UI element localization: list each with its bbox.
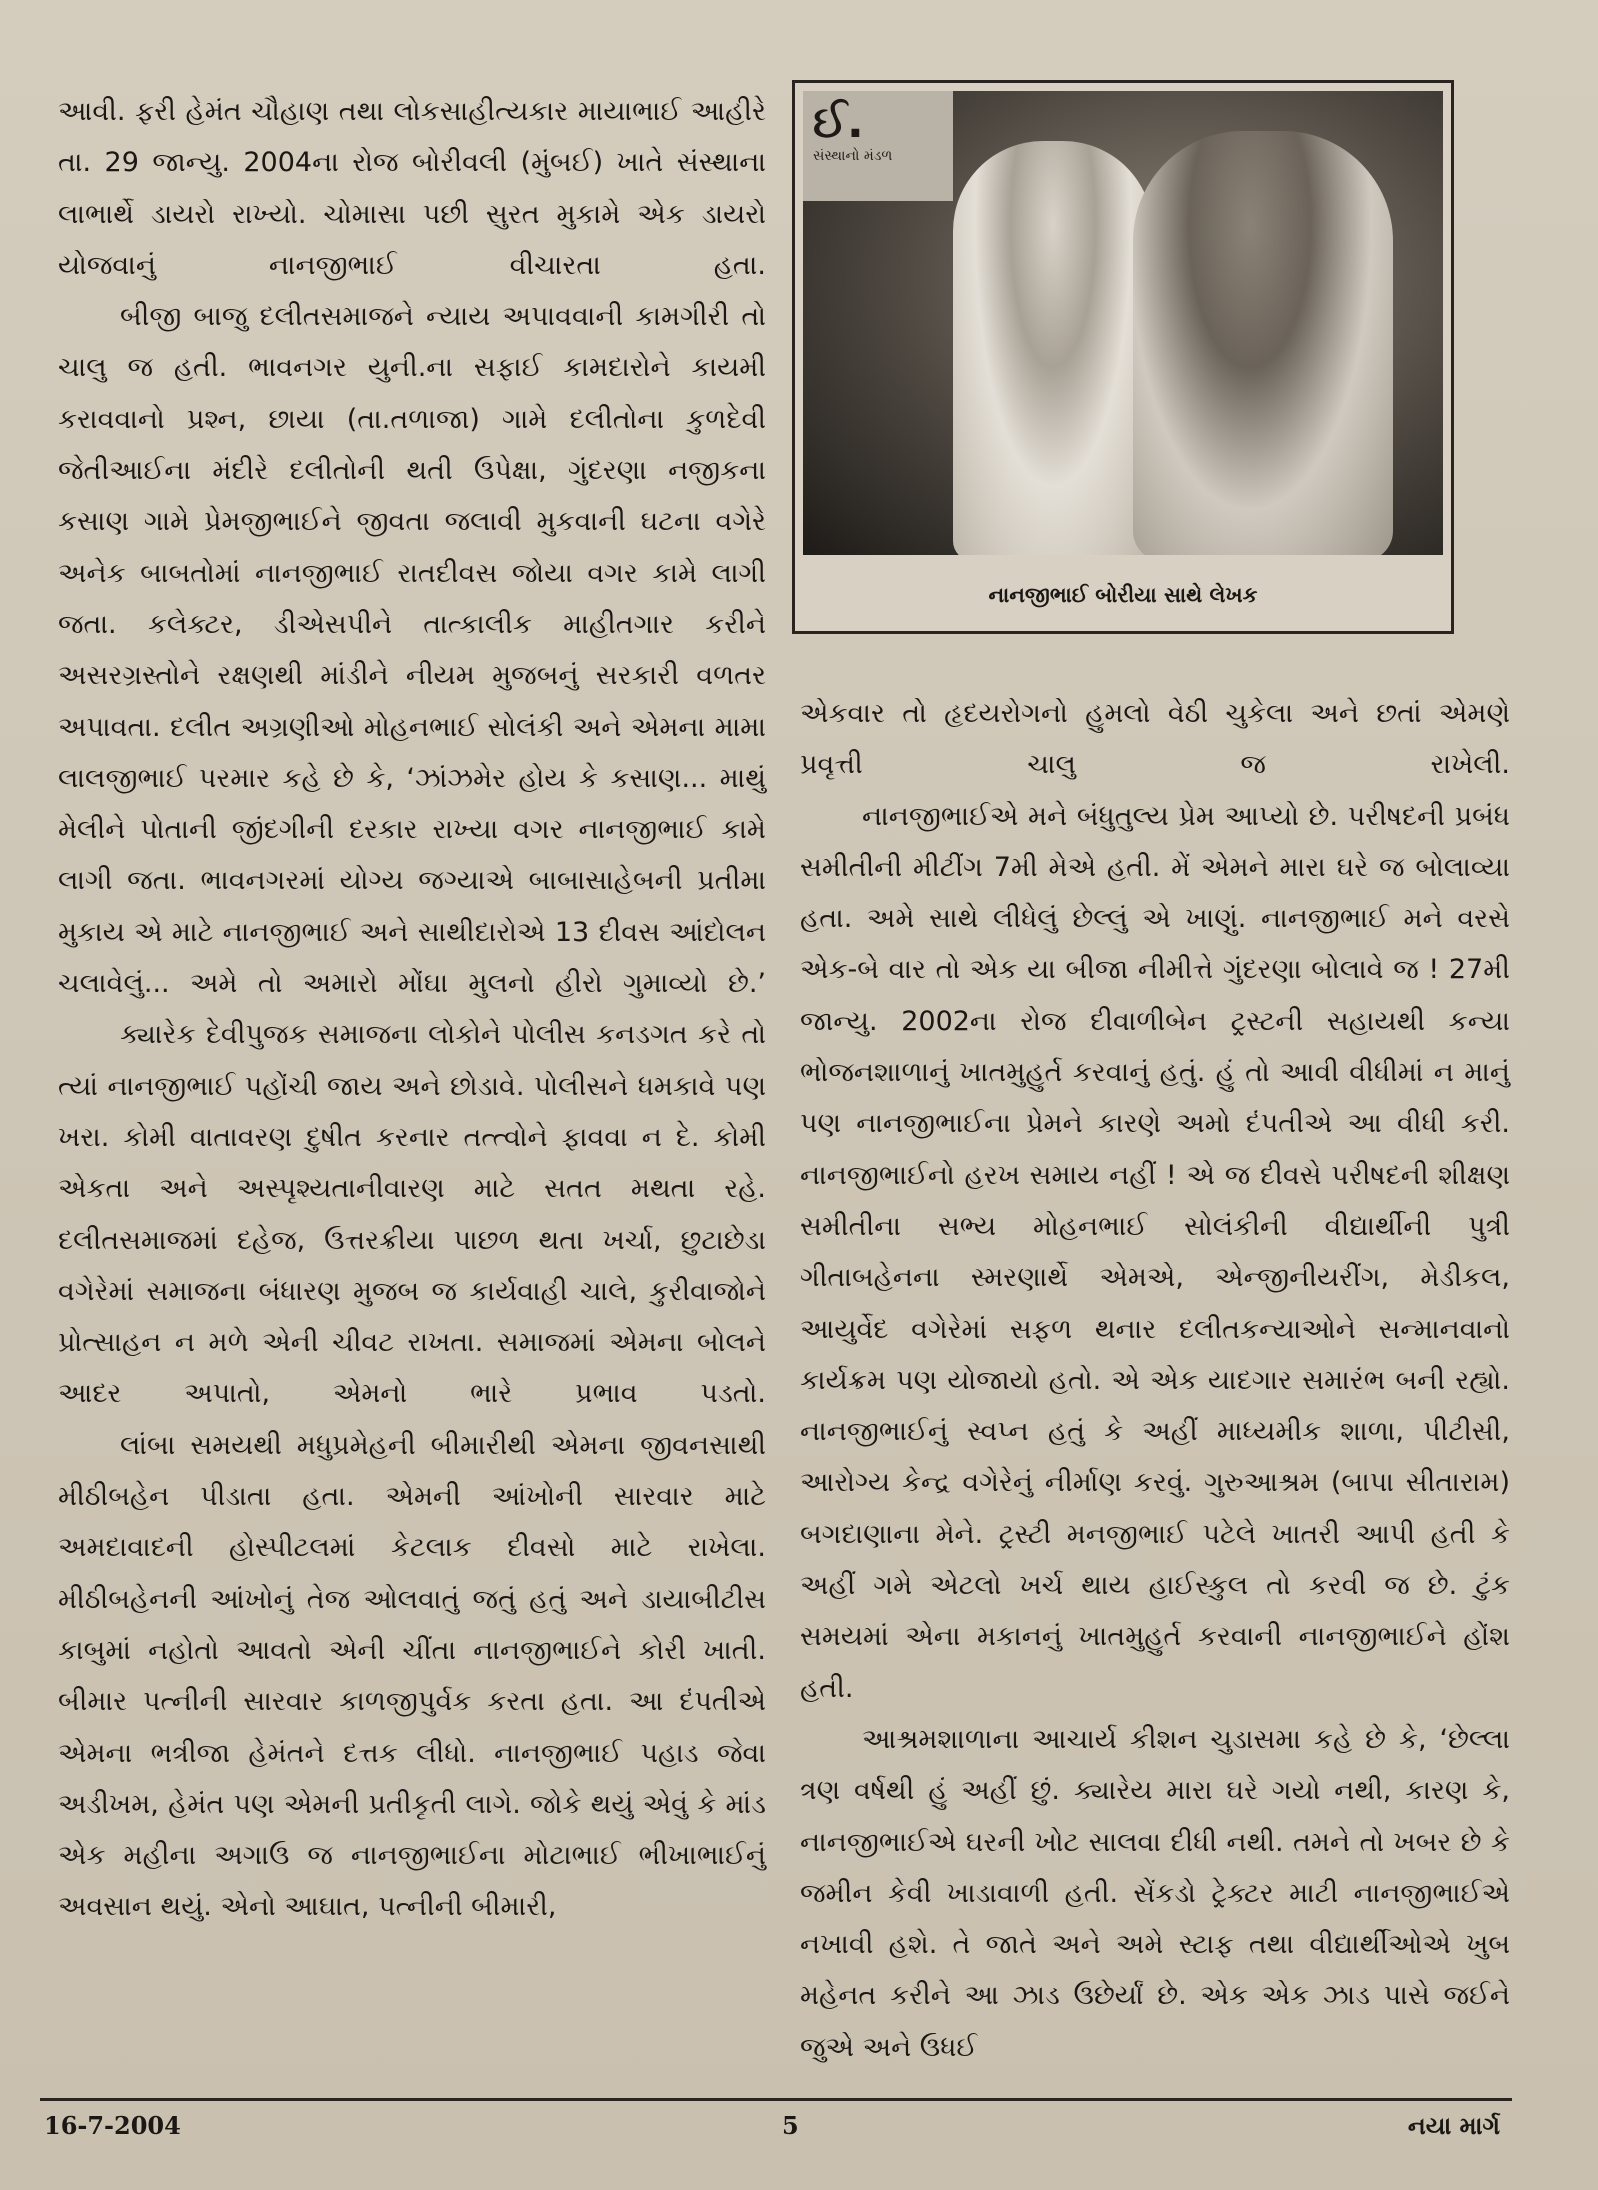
person-left (953, 141, 1153, 555)
sign-text: ઈ. (813, 97, 864, 148)
paragraph: બીજી બાજુ દલીતસમાજને ન્યાય અપાવવાની કામગીરી તો ચાલુ જ હતી. ભાવનગર યુની.ના સફાઈ કામદારોને કાયમી કરાવવાનો પ્રશ્ન, છાયા (તા.તળાજા) ગામે દલીતોના કુળદેવી જેતીઆઈના મંદીરે દલીતોની થતી ઉપેક્ષા, ગુંદરણા નજીકના કસાણ ગામે પ્રેમજીભાઈને જીવતા જલાવી મુકવાની ઘટના વગેરે અનેક બાબતોમાં નાનજીભાઈ રાતદીવસ જોયા વગર કામે લાગી જતા. કલેક્ટર, ડીએસપીને તાત્કાલીક માહીતગાર કરીને અસરગ્રસ્તોને રક્ષણથી માંડીને નીયમ મુજબનું સરકારી વળતર અપાવતા. દલીત અગ્રણીઓ મોહનભાઈ સોલંકી અને એમના મામા લાલજીભાઈ પરમાર કહે છે કે, ‘ઝાંઝમેર હોય કે કસાણ... માથું મેલીને પોતાની જીંદગીની દરકાર રાખ્યા વગર નાનજીભાઈ કામે લાગી જતા. ભાવનગરમાં યોગ્ય જગ્યાએ બાબાસાહેબની પ્રતીમા મુકાય એ માટે નાનજીભાઈ અને સાથીદારોએ 13 દીવસ આંદોલન ચલાવેલું... અમે તો અમારો મોંઘા મુલનો હીરો ગુમાવ્યો છે.’ (58, 301, 766, 1000)
paragraph: લાંબા સમયથી મધુપ્રમેહની બીમારીથી એમના જીવનસાથી મીઠીબહેન પીડાતા હતા. એમની આંખોની સારવાર માટે અમદાવાદની હોસ્પીટલમાં કેટલાક દીવસો માટે રાખેલા. મીઠીબહેનની આંખોનું તેજ ઓલવાતું જતું હતું અને ડાયાબીટીસ કાબુમાં નહોતો આવતો એની ચીંતા નાનજીભાઈને કોરી ખાતી. બીમાર પત્નીની સારવાર કાળજીપુર્વક કરતા હતા. આ દંપતીએ એમના ભત્રીજા હેમંતને દત્તક લીધો. નાનજીભાઈ પહાડ જેવા અડીખમ, હેમંત પણ એમની પ્રતીકૃતી લાગે. જોકે થયું એવું કે માંડ એક મહીના અગાઉ જ નાનજીભાઈના મોટાભાઈ ભીખાભાઈનું અવસાન થયું. એનો આઘાત, પત્નીની બીમારી, (58, 1429, 766, 1923)
sign-subtext: સંસ્થાનો મંડળ (813, 148, 893, 164)
photo-caption: નાનજીભાઈ બોરીયા સાથે લેખક (988, 583, 1258, 607)
paragraph: ક્યારેક દેવીપુજક સમાજના લોકોને પોલીસ કનડગત કરે તો ત્યાં નાનજીભાઈ પહોંચી જાય અને છોડાવે. પોલીસને ધમકાવે પણ ખરા. કોમી વાતાવરણ દુષીત કરનાર તત્ત્વોને ફાવવા ન દે. કોમી એકતા અને અસ્પૃશ્યતાનીવારણ માટે સતત મથતા રહે. દલીતસમાજમાં દહેજ, ઉત્તરક્રીયા પાછળ થતા ખર્ચા, છુટાછેડા વગેરેમાં સમાજના બંધારણ મુજબ જ કાર્યવાહી ચાલે, કુરીવાજોને પ્રોત્સાહન ન મળે એની ચીવટ રાખતા. સમાજમાં એમના બોલને આદર અપાતો, એમનો ભારે પ્રભાવ પડતો. (58, 1019, 766, 1410)
background-sign (803, 91, 953, 201)
photo (803, 91, 1443, 555)
paragraph: આવી. ફરી હેમંત ચૌહાણ તથા લોકસાહીત્યકાર માયાભાઈ આહીરે તા. 29 જાન્યુ. 2004ના રોજ બોરીવલી (મુંબઈ) ખાતે સંસ્થાના લાભાર્થે ડાયરો રાખ્યો. ચોમાસા પછી સુરત મુકામે એક ડાયરો યોજવાનું નાનજીભાઈ વીચારતા હતા. (58, 96, 766, 281)
magazine-name: નયા માર્ગ (1407, 2111, 1500, 2140)
left-text-column (58, 86, 766, 1933)
paragraph: આશ્રમશાળાના આચાર્ય કીશન ચુડાસમા કહે છે કે, ‘છેલ્લા ત્રણ વર્ષથી હું અહીં છું. ક્યારેય મારા ઘરે ગયો નથી, કારણ કે, નાનજીભાઈએ ઘરની ખોટ સાલવા દીધી નથી. તમને તો ખબર છે કે જમીન કેવી ખાડાવાળી હતી. સેંકડો ટ્રેક્ટર માટી નાનજીભાઈએ નખાવી હશે. તે જાતે અને અમે સ્ટાફ તથા વીદ્યાર્થીઓએ ખુબ મહેનત કરીને આ ઝાડ ઉછેર્યાં છે. એક એક ઝાડ પાસે જઈને જુએ અને ઉધઈ (800, 1723, 1510, 2063)
photo-figure (792, 80, 1454, 634)
person-right (1133, 131, 1393, 555)
paragraph: એકવાર તો હૃદયરોગનો હુમલો વેઠી ચુકેલા અને છતાં એમણે પ્રવૃત્તી ચાલુ જ રાખેલી. (800, 698, 1510, 781)
page-number: 5 (782, 2111, 799, 2140)
page-footer (40, 2098, 1512, 2140)
paragraph: નાનજીભાઈએ મને બંધુતુલ્ય પ્રેમ આપ્યો છે. પરીષદની પ્રબંધ સમીતીની મીટીંગ 7મી મેએ હતી. મેં એમને મારા ઘરે જ બોલાવ્યા હતા. અમે સાથે લીધેલું છેલ્લું એ ખાણું. નાનજીભાઈ મને વરસે એક-બે વાર તો એક યા બીજા નીમીત્તે ગુંદરણા બોલાવે જ ! 27મી જાન્યુ. 2002ના રોજ દીવાળીબેન ટ્રસ્ટની સહાયથી કન્યા ભોજનશાળાનું ખાતમુહુર્ત કરવાનું હતું. હું તો આવી વીધીમાં ન માનું પણ નાનજીભાઈના પ્રેમને કારણે અમો દંપતીએ આ વીધી કરી. નાનજીભાઈનો હરખ સમાય નહીં ! એ જ દીવસે પરીષદની શીક્ષણ સમીતીના સભ્ય મોહનભાઈ સોલંકીની વીદ્યાર્થીની પુત્રી ગીતાબહેનના સ્મરણાર્થે એમએ, એન્જીનીયરીંગ, મેડીકલ, આયુર્વેદ વગેરેમાં સફળ થનાર દલીતકન્યાઓને સન્માનવાનો કાર્યક્રમ પણ યોજાયો હતો. એ એક યાદગાર સમારંભ બની રહ્યો. નાનજીભાઈનું સ્વપ્ન હતું કે અહીં માધ્યમીક શાળા, પીટીસી, આરોગ્ય કેન્દ્ર વગેરેનું નીર્માણ કરવું. ગુરુઆશ્રમ (બાપા સીતારામ) બગદાણાના મેને. ટ્રસ્ટી મનજીભાઈ પટેલે ખાતરી આપી હતી કે અહીં ગમે એટલો ખર્ચ થાય હાઈસ્કુલ તો કરવી જ છે. ટુંક સમયમાં એના મકાનનું ખાતમુહુર્ત કરવાની નાનજીભાઈને હોંશ હતી. (800, 800, 1510, 1704)
right-text-column (800, 688, 1510, 2073)
footer-date: 16-7-2004 (44, 2111, 181, 2140)
